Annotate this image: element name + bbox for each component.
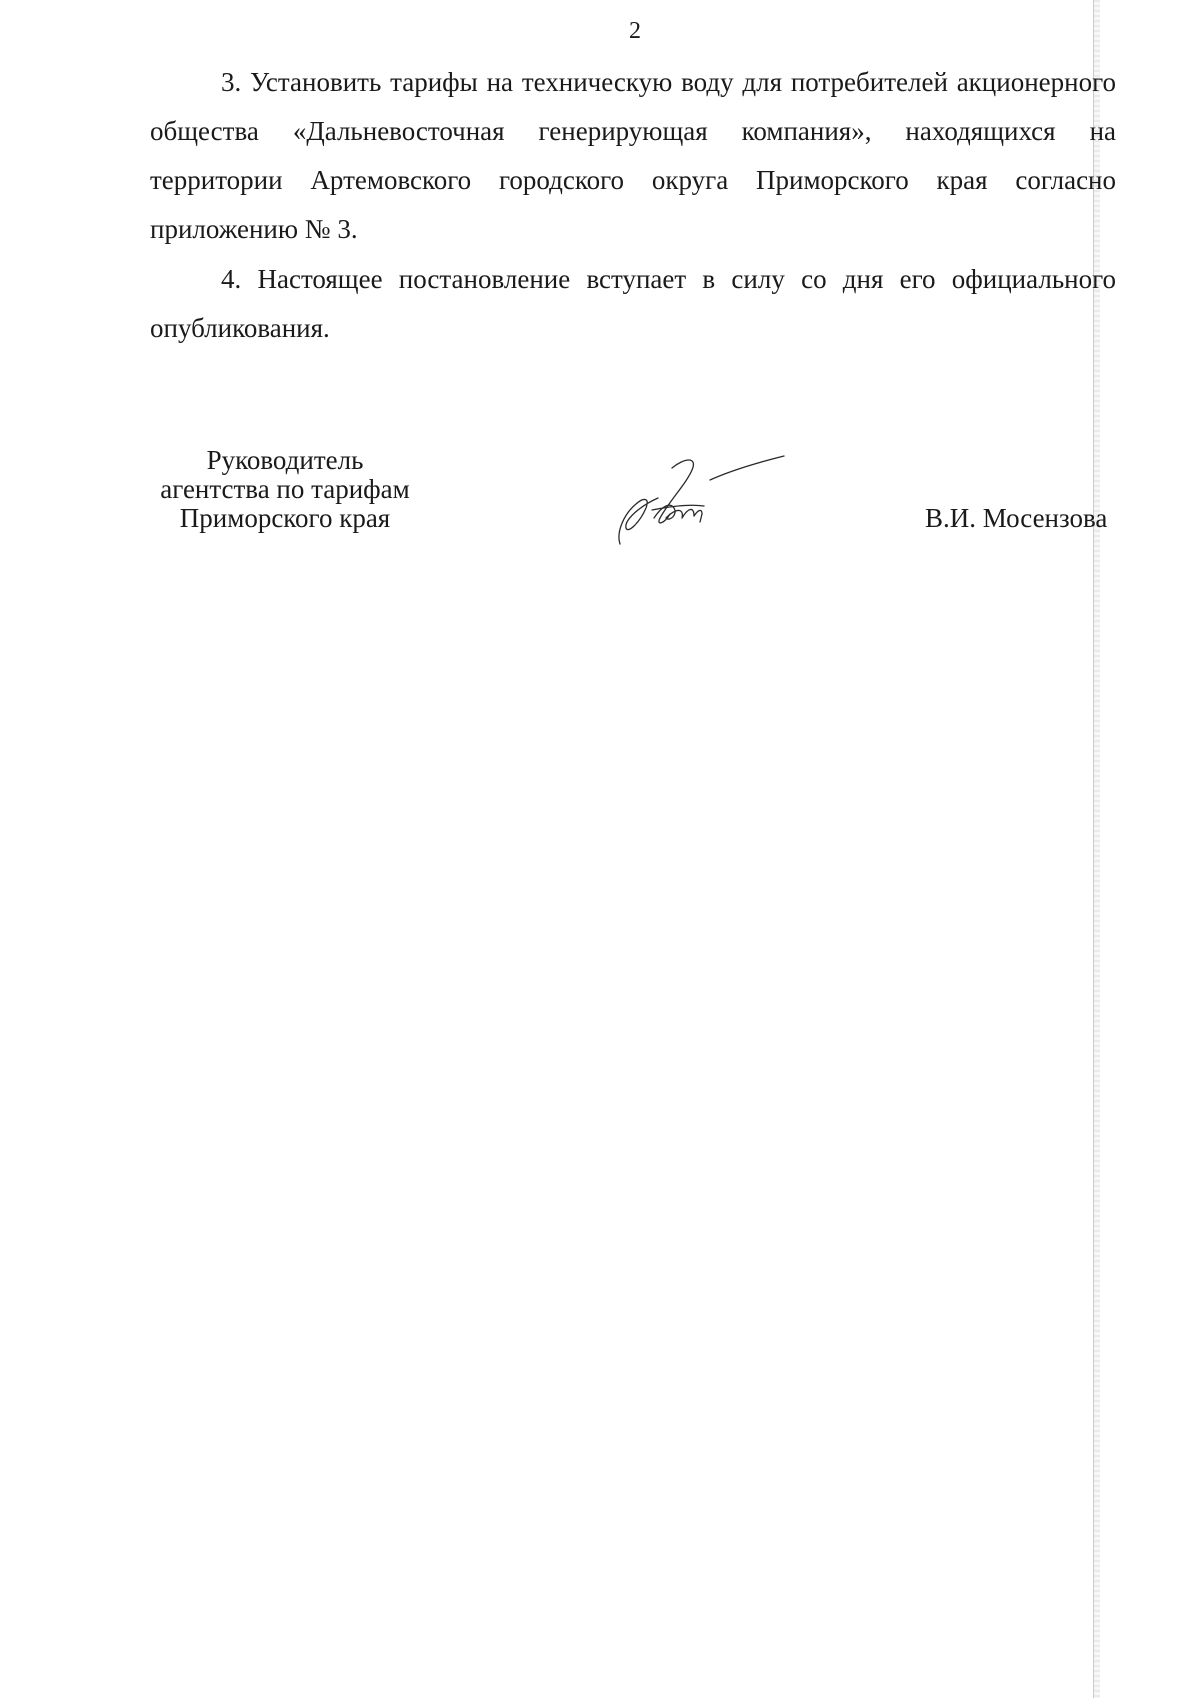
signer-position-line-1: Руководитель bbox=[206, 445, 364, 475]
paragraph-3: 3. Установить тарифы на техническую воду для потребителей акционерного общества «Дальневосточная генерирующая компания», находящихся на территории Артемовского городского округа Приморского края согласно приложению № 3. bbox=[150, 67, 1116, 244]
document-body bbox=[150, 58, 1116, 353]
page-number: 2 bbox=[629, 18, 641, 44]
signer-name: В.И. Мосензова bbox=[925, 503, 1108, 533]
signer-position bbox=[140, 446, 430, 533]
signer-position-line-2: агентства по тарифам bbox=[160, 474, 410, 504]
signer-position-line-3: Приморского края bbox=[179, 503, 391, 533]
paragraph-4: 4. Настоящее постановление вступает в силу со дня его официального опубликования. bbox=[150, 264, 1116, 343]
signature-icon bbox=[612, 448, 792, 548]
